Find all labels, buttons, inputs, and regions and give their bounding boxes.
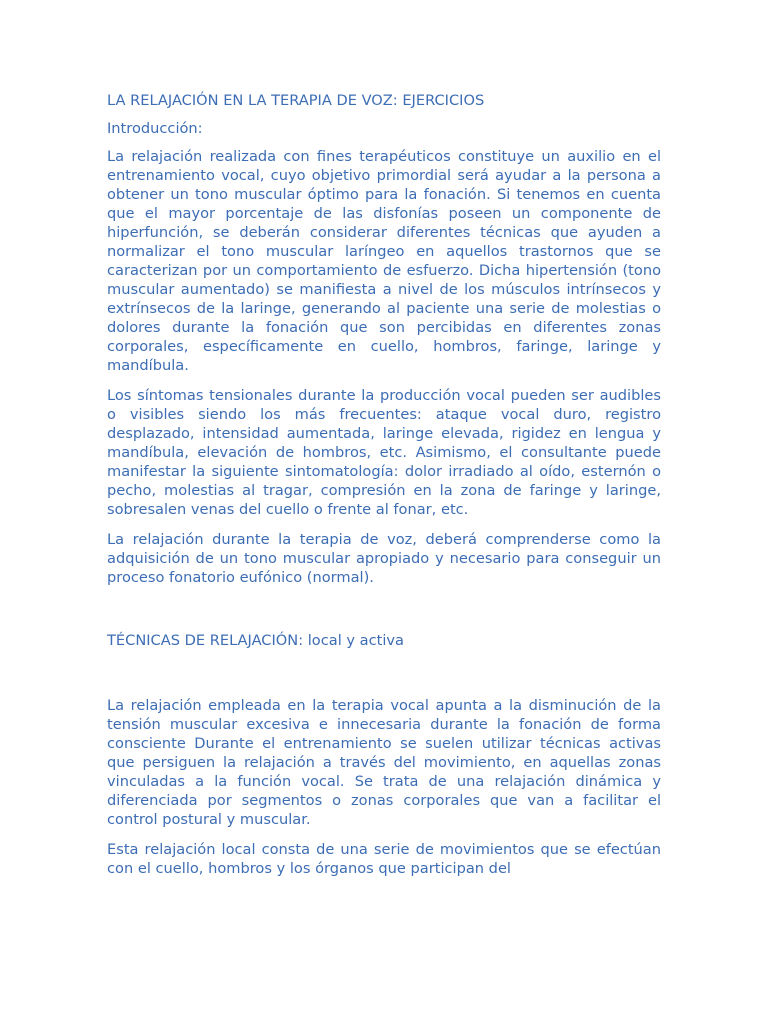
intro-paragraph-3: La relajación durante la terapia de voz, deberá comprenderse como la adquisición de un tono muscular apropiado y necesario para conseguir un proceso fonatorio eufónico (normal). [107, 531, 661, 586]
document-title: LA RELAJACIÓN EN LA TERAPIA DE VOZ: EJERCICIOS [107, 92, 485, 109]
section-title: TÉCNICAS DE RELAJACIÓN: local y activa [107, 632, 404, 649]
intro-heading: Introducción: [107, 120, 203, 137]
section-paragraph-1: La relajación empleada en la terapia vocal apunta a la disminución de la tensión muscular excesiva e innecesaria durante la fonación de forma consciente Durante el entrenamiento se suelen utilizar técnicas activas que persiguen la relajación a través del movimiento, en aquellas zonas vinculadas a la función vocal. Se trata de una relajación dinámica y diferenciada por segmentos o zonas corporales que van a facilitar el control postural y muscular. [107, 697, 661, 828]
intro-paragraph-2: Los síntomas tensionales durante la producción vocal pueden ser audibles o visibles siendo los más frecuentes: ataque vocal duro, registro desplazado, intensidad aumentada, laringe elevada, rigidez en lengua y mandíbula, elevación de hombros, etc. Asimismo, el consultante puede manifestar la siguiente sintomatología: dolor irradiado al oído, esternón o pecho, molestias al tragar, compresión en la zona de faringe y laringe, sobresalen venas del cuello o frente al fonar, etc. [107, 387, 661, 518]
document-body [107, 91, 661, 878]
section-paragraph-2: Esta relajación local consta de una serie de movimientos que se efectúan con el cuello, hombros y los órganos que participan del [107, 841, 661, 877]
intro-paragraph-1: La relajación realizada con fines terapéuticos constituye un auxilio en el entrenamiento vocal, cuyo objetivo primordial será ayudar a la persona a obtener un tono muscular óptimo para la fonación. Si tenemos en cuenta que el mayor porcentaje de las disfonías poseen un componente de hiperfunción, se deberán considerar diferentes técnicas que ayuden a normalizar el tono muscular laríngeo en aquellos trastornos que se caracterizan por un comportamiento de esfuerzo. Dicha hipertensión (tono muscular aumentado) se manifiesta a nivel de los músculos intrínsecos y extrínsecos de la laringe, generando al paciente una serie de molestias o dolores durante la fonación que son percibidas en diferentes zonas corporales, específicamente en cuello, hombros, faringe, laringe y mandíbula. [107, 148, 661, 374]
